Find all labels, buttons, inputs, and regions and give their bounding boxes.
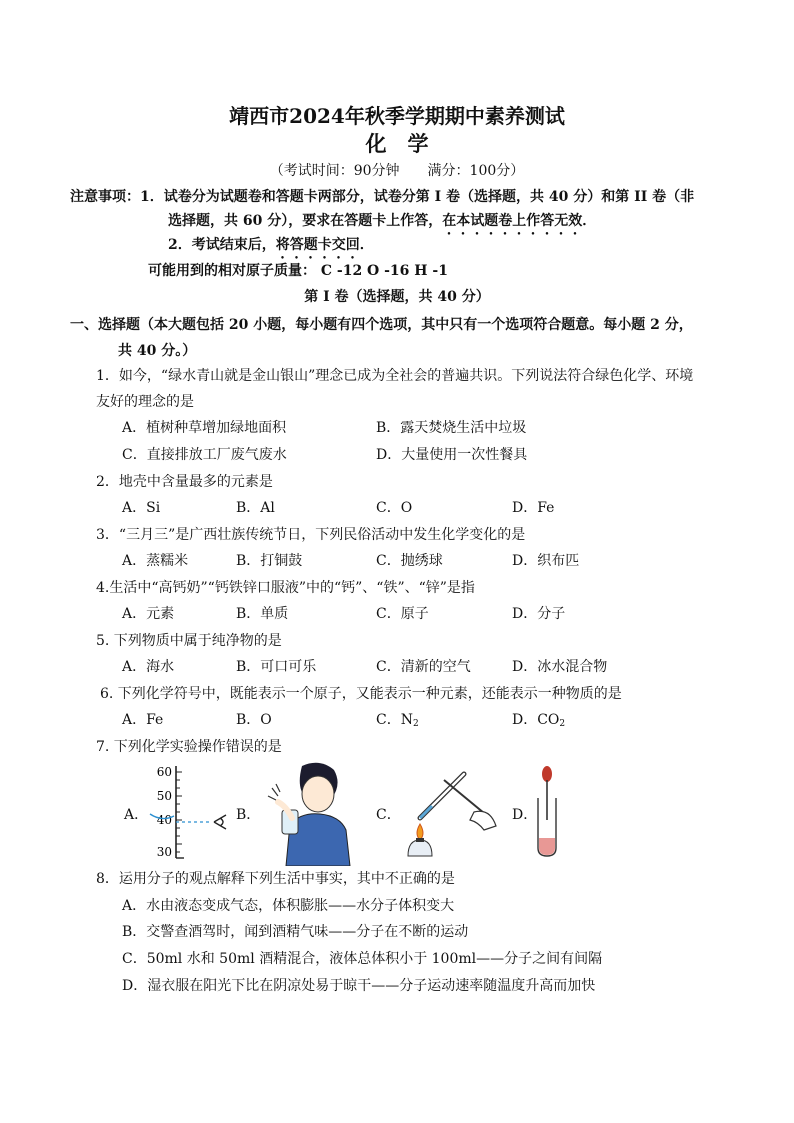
q8-option-c: C．50ml 水和 50ml 酒精混合，液体总体积小于 100ml——分子之间有间隔: [122, 951, 603, 967]
option-text: C．N: [376, 712, 413, 728]
section-instruction-line1: 一、选择题（本大题包括 20 小题，每小题有四个选项，其中只有一个选项符合题意。每小题 2 分，: [70, 317, 693, 333]
notice-text: 2．考试结束后，: [168, 237, 276, 253]
q6-option-c: [376, 709, 419, 729]
question-7-stem: 7. 下列化学实验操作错误的是: [96, 739, 282, 755]
subscript: 2: [412, 719, 419, 729]
graduated-cylinder-figure: [140, 762, 236, 860]
notice-label: 注意事项：: [70, 189, 140, 205]
cylinder-tick-label: 30: [156, 845, 172, 859]
q3-option-a: A．蒸糯米: [122, 553, 189, 569]
section-instruction-line2: 共 40 分。）: [118, 343, 197, 359]
subscript: 2: [559, 719, 566, 729]
eye-icon: [214, 815, 226, 829]
question-8-stem: 8．运用分子的观点解释下列生活中事实，其中不正确的是: [96, 871, 455, 887]
question-1-stem-cont: 友好的理念的是: [96, 394, 194, 410]
dropper-bulb: [542, 766, 552, 782]
q4-option-c: C．原子: [376, 606, 429, 622]
notice-emphasis: 在本试题卷上作答无效: [442, 213, 583, 229]
notice-item2: [168, 234, 374, 262]
exam-title: 靖西市2024年秋季学期期中素养测试: [229, 104, 565, 128]
notice-period: ．: [359, 237, 374, 253]
question-4-stem: 4.生活中“高钙奶”“钙铁锌口服液”中的“钙”、“铁”、“锌”是指: [96, 580, 475, 596]
q1-option-a: A．植树种草增加绿地面积: [122, 420, 287, 436]
waft-lines: [268, 784, 280, 800]
q7-option-c-label: C．: [376, 807, 401, 823]
hand: [470, 811, 496, 830]
q5-option-c: C．清新的空气: [376, 659, 471, 675]
subject-title: 化 学: [365, 131, 429, 156]
smelling-gas-figure: [258, 758, 358, 866]
q4-option-d: D．分子: [512, 606, 566, 622]
question-2-stem: 2．地壳中含量最多的元素是: [96, 474, 273, 490]
cylinder-tick-label: 60: [156, 765, 172, 779]
section-title: 第 I 卷（选择题，共 40 分）: [304, 289, 490, 305]
q7-option-b-label: B．: [236, 807, 261, 823]
cylinder-tick-label: 40: [156, 813, 172, 827]
question-3-stem: 3．“三月三”是广西壮族传统节日，下列民俗活动中发生化学变化的是: [96, 527, 526, 543]
q1-option-b: B．露天焚烧生活中垃圾: [376, 420, 527, 436]
q2-option-d: D．Fe: [512, 500, 555, 516]
dropper-figure: [530, 764, 564, 858]
q7-option-a-label: A．: [124, 807, 149, 823]
notice-item1-line1: 1．试卷分为试题卷和答题卡两部分，试卷分第 I 卷（选择题，共 40 分）和第 II 卷（非: [140, 189, 695, 205]
q3-option-c: C．抛绣球: [376, 553, 443, 569]
cylinder-tick-label: 50: [156, 789, 172, 803]
q1-option-c: C．直接排放工厂废气废水: [122, 447, 287, 463]
q8-option-b: B．交警查酒驾时，闻到酒精气味——分子在不断的运动: [122, 924, 469, 940]
q2-option-b: B．Al: [236, 500, 275, 516]
q7-option-d-label: D．: [512, 807, 538, 823]
q5-option-d: D．冰水混合物: [512, 659, 608, 675]
question-1-stem: 1．如今，“绿水青山就是金山银山”理念已成为全社会的普遍共识。下列说法符合绿色化学、环境: [96, 368, 694, 384]
notice-block: [70, 186, 694, 206]
q4-option-b: B．单质: [236, 606, 289, 622]
q3-option-d: D．织布匹: [512, 553, 580, 569]
q5-option-b: B．可口可乐: [236, 659, 317, 675]
exam-info: （考试时间：90分钟 满分：100分）: [269, 163, 525, 179]
option-text: D．CO: [512, 712, 560, 728]
heating-test-tube-figure: [398, 760, 498, 864]
notice-text: 选择题，共 60 分），要求在答题卡上作答，: [168, 213, 443, 229]
notice-period: ．: [582, 213, 597, 229]
q3-option-b: B．打铜鼓: [236, 553, 303, 569]
flame: [417, 824, 423, 840]
q2-option-c: C．O: [376, 500, 413, 516]
q6-option-d: [512, 709, 565, 729]
q8-option-a: A．水由液态变成气态，体积膨胀——水分子体积变大: [122, 898, 455, 914]
q6-option-a: A．Fe: [122, 712, 164, 728]
q2-option-a: A．Si: [122, 500, 161, 516]
notice-emphasis: 将答题卡交回: [275, 237, 360, 253]
q8-option-d: D．湿衣服在阳光下比在阴凉处易于晾干——分子运动速率随温度升高而加快: [122, 978, 596, 994]
q4-option-a: A．元素: [122, 606, 175, 622]
alcohol-lamp: [408, 840, 432, 856]
q5-option-a: A．海水: [122, 659, 175, 675]
q1-option-d: D．大量使用一次性餐具: [376, 447, 528, 463]
face: [302, 776, 334, 812]
atomic-mass-line: 可能用到的相对原子质量： C -12 O -16 H -1: [148, 263, 448, 279]
question-5-stem: 5. 下列物质中属于纯净物的是: [96, 633, 282, 649]
question-6-stem: 6. 下列化学符号中，既能表示一个原子，又能表示一种元素，还能表示一种物质的是: [100, 686, 622, 702]
q6-option-b: B．O: [236, 712, 272, 728]
